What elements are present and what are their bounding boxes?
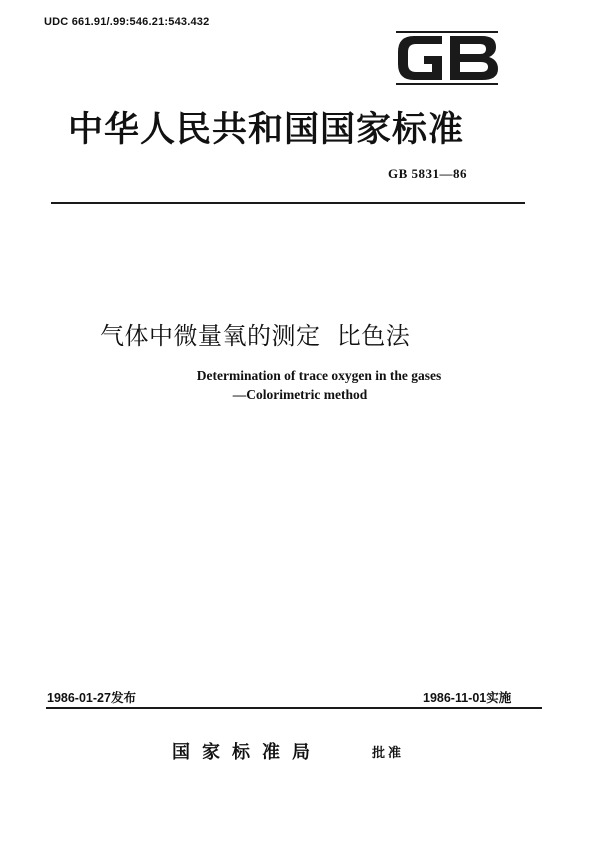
approval-label: 批准 [372, 746, 405, 761]
issuing-authority: 国家标准局 [172, 742, 322, 763]
title-chinese: 气体中微量氧的测定 比色法 [100, 322, 411, 350]
top-divider [51, 202, 525, 204]
implementation-date: 1986-11-01实施 [423, 691, 512, 705]
issue-date: 1986-01-27发布 [47, 691, 136, 705]
bottom-divider [46, 707, 542, 709]
standard-category-title: 中华人民共和国国家标准 [68, 110, 465, 150]
standard-number: GB 5831—86 [388, 166, 468, 181]
udc-classification: UDC 661.91/.99:546.21:543.432 [44, 16, 210, 28]
gb-logo [392, 26, 502, 88]
title-english-line1: Determination of trace oxygen in the gases [196, 368, 442, 383]
title-english-line2: —Colorimetric method [232, 387, 368, 402]
title-english [0, 366, 600, 404]
